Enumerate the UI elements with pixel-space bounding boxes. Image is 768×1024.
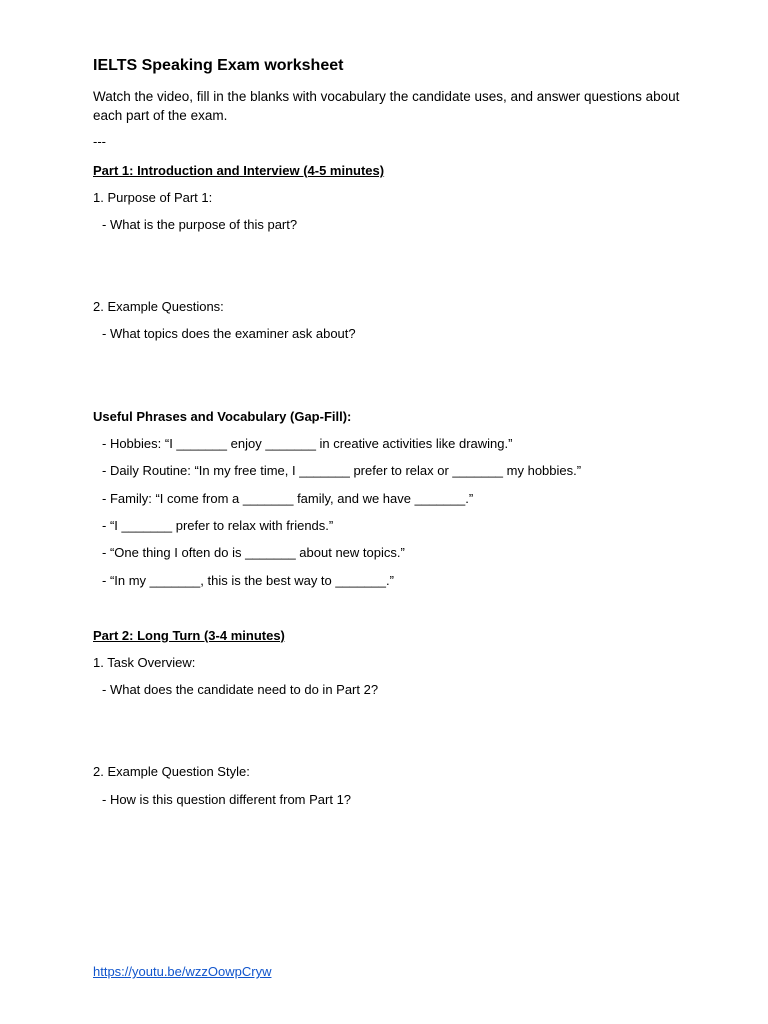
part1-item2: 2. Example Questions: <box>93 299 224 314</box>
part1-heading: Part 1: Introduction and Interview (4-5 minutes) <box>93 163 385 178</box>
phrase-line: - “One thing I often do is _______ about new topics.” <box>102 545 405 560</box>
phrase-line: - “I _______ prefer to relax with friends.” <box>102 518 334 533</box>
part1-item1: 1. Purpose of Part 1: <box>93 190 213 205</box>
part1-item1-question: - What is the purpose of this part? <box>102 217 298 232</box>
part1-item2-question: - What topics does the examiner ask about? <box>102 326 356 341</box>
part2-item2-question: - How is this question different from Part 1? <box>102 792 352 807</box>
part2-heading: Part 2: Long Turn (3-4 minutes) <box>93 628 285 643</box>
phrase-line: - Family: “I come from a _______ family, and we have _______.” <box>102 491 474 506</box>
phrases-heading: Useful Phrases and Vocabulary (Gap-Fill): <box>93 409 352 424</box>
phrase-line: - Daily Routine: “In my free time, I _______ prefer to relax or _______ my hobbies.” <box>102 463 582 478</box>
part2-item2: 2. Example Question Style: <box>93 764 250 779</box>
intro-paragraph: Watch the video, fill in the blanks with vocabulary the candidate uses, and answer questions about each part of the exam. <box>93 89 680 123</box>
video-link[interactable]: https://youtu.be/wzzOowpCryw <box>93 964 272 979</box>
phrase-line: - Hobbies: “I _______ enjoy _______ in creative activities like drawing.” <box>102 436 513 451</box>
part2-item1: 1. Task Overview: <box>93 655 196 670</box>
part2-item1-question: - What does the candidate need to do in Part 2? <box>102 682 379 697</box>
phrase-line: - “In my _______, this is the best way to _______.” <box>102 573 394 588</box>
page-title: IELTS Speaking Exam worksheet <box>93 57 344 74</box>
separator: --- <box>93 134 106 149</box>
